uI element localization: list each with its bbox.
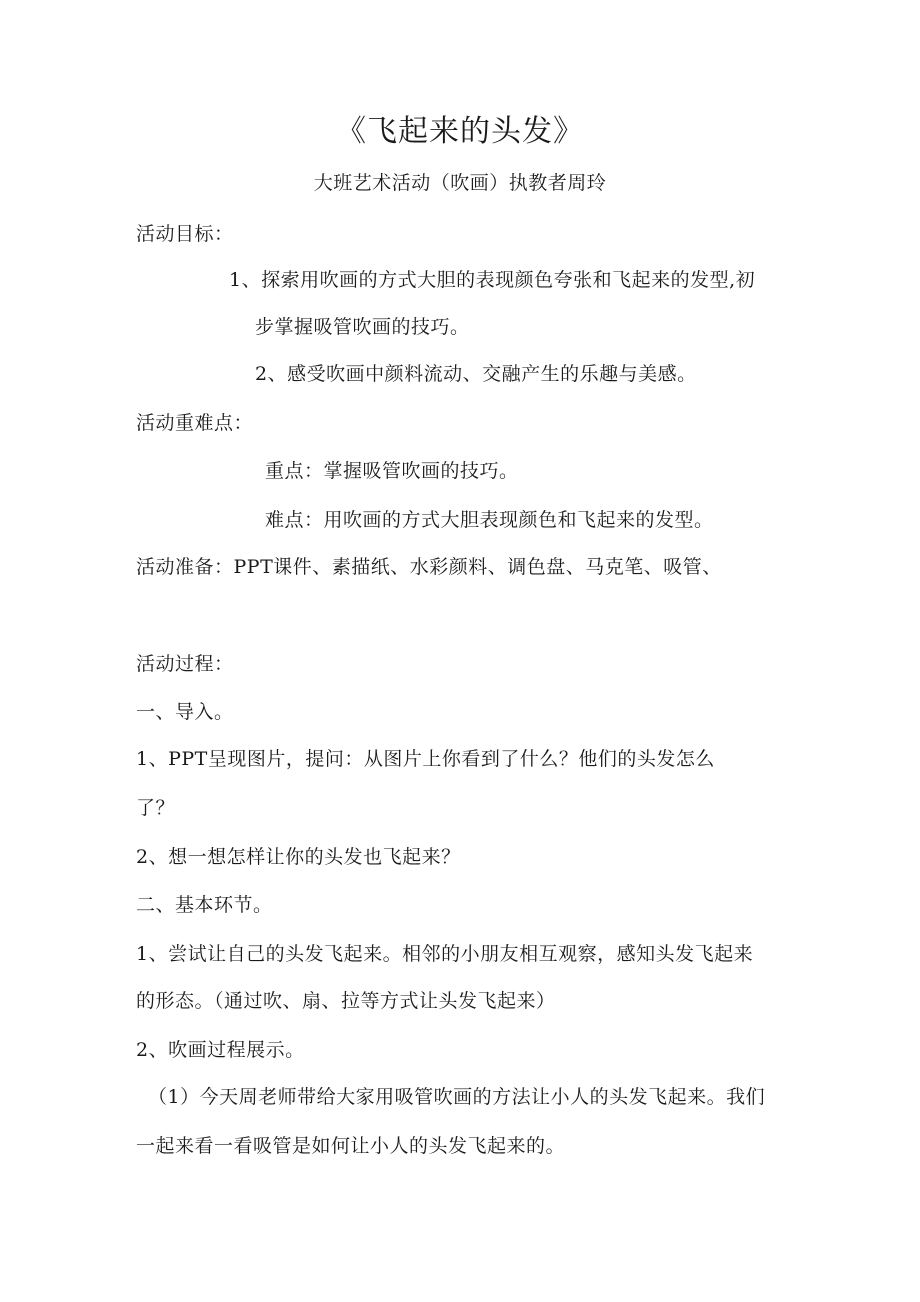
goals-heading: 活动目标： [136,223,234,245]
section-2-sub-1-line-2: 一起来看一看吸管是如何让小人的头发飞起来的。 [136,1135,566,1157]
section-2-sub-1-line-1: （1）今天周老师带给大家用吸管吹画的方法让小人的头发飞起来。我们 [148,1086,766,1108]
key-point: 重点：掌握吸管吹画的技巧。 [265,460,519,482]
section-2-item-1-line-2: 的形态。（通过吹、扇、拉等方式让头发飞起来） [136,990,556,1012]
section-1-item-1-line-1: 1、PPT呈现图片，提问：从图片上你看到了什么？他们的头发怎么 [136,748,715,770]
preparation: 活动准备：PPT课件、素描纸、水彩颜料、调色盘、马克笔、吸管、 [136,556,722,578]
difficulty-point: 难点：用吹画的方式大胆表现颜色和飞起来的发型。 [265,509,714,531]
document-title: 《飞起来的头发》 [336,114,584,149]
section-2-item-1-line-1: 1、尝试让自己的头发飞起来。相邻的小朋友相互观察，感知头发飞起来 [136,943,754,965]
goal-item-1-line-1: 1、探索用吹画的方式大胆的表现颜色夸张和飞起来的发型,初 [229,269,756,291]
process-heading: 活动过程： [136,653,234,675]
section-1-heading: 一、导入。 [136,701,234,723]
section-2-item-2: 2、吹画过程展示。 [136,1039,305,1061]
goal-item-2: 2、感受吹画中颜料流动、交融产生的乐趣与美感。 [255,363,697,385]
section-1-item-2: 2、想一想怎样让你的头发也飞起来？ [136,846,461,868]
document-subtitle: 大班艺术活动（吹画）执教者周玲 [313,172,607,194]
section-2-heading: 二、基本环节。 [136,894,273,916]
key-points-heading: 活动重难点： [136,412,254,434]
goal-item-1-line-2: 步掌握吸管吹画的技巧。 [255,316,470,338]
section-1-item-1-line-2: 了？ [136,797,176,819]
